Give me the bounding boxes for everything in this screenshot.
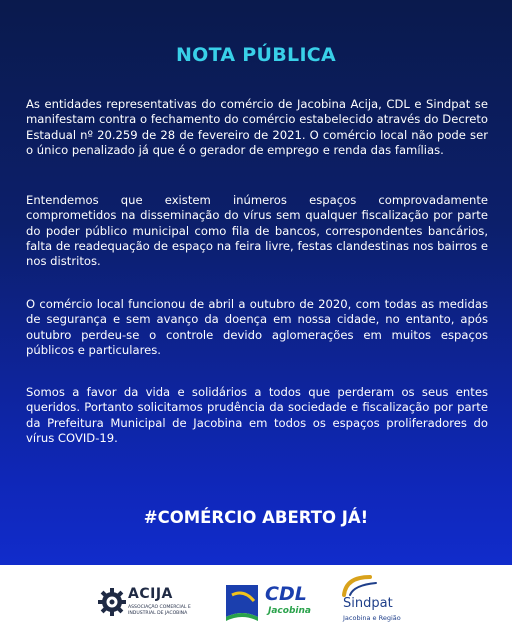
notice-paragraph-4: Somos a favor da vida e solidários a todos que perderam os seus entes queridos. Portanto solicitamos prudência da sociedade e fiscalização por parte da Prefeitura Municipal de Jacobina em todos os espaços proliferadores do vírus COVID-19.: [26, 385, 488, 445]
sindpat-subtitle: Jacobina e Região: [343, 614, 401, 622]
notice-title: NOTA PÚBLICA: [175, 44, 337, 66]
footer-logo-bar: [0, 565, 512, 640]
cdl-logo: [220, 565, 310, 640]
sindpat-name: Sindpat: [343, 596, 393, 611]
sindpat-logo: [336, 565, 426, 640]
hashtag-slogan: #COMÉRCIO ABERTO JÁ!: [143, 508, 369, 527]
cdl-name: CDL: [265, 583, 307, 605]
acija-name: ACIJA: [128, 586, 173, 602]
notice-paragraph-3: O comércio local funcionou de abril a outubro de 2020, com todas as medidas de segurança e sem avanço da doença em nossa cidade, no entanto, após outubro perdeu-se o controle devido aglomerações em muitos espaços públicos e particulares.: [26, 297, 488, 357]
gear-icon: [97, 587, 127, 617]
acija-subtitle: ASSOCIAÇÃO COMERCIAL E INDUSTRIAL DE JACOBINA: [128, 605, 191, 616]
cdl-subtitle: Jacobina: [268, 606, 311, 616]
notice-paragraph-1: As entidades representativas do comércio de Jacobina Acija, CDL e Sindpat se manifestam contra o fechamento do comércio estabelecido através do Decreto Estadual nº 20.259 de 28 de fevereiro de 2021. O comércio local não pode ser o único penalizado já que é o gerador de emprego e renda das famílias.: [26, 97, 488, 157]
cdl-emblem-icon: [222, 581, 262, 625]
notice-paragraph-2: Entendemos que existem inúmeros espaços comprovadamente comprometidos na disseminação do vírus sem qualquer fiscalização por parte do poder público municipal como fila de bancos, correspondentes bancários, falta de readequação de espaço na feira livre, festas clandestinas nos bairros e nos distritos.: [26, 193, 488, 269]
acija-logo: [95, 565, 205, 640]
